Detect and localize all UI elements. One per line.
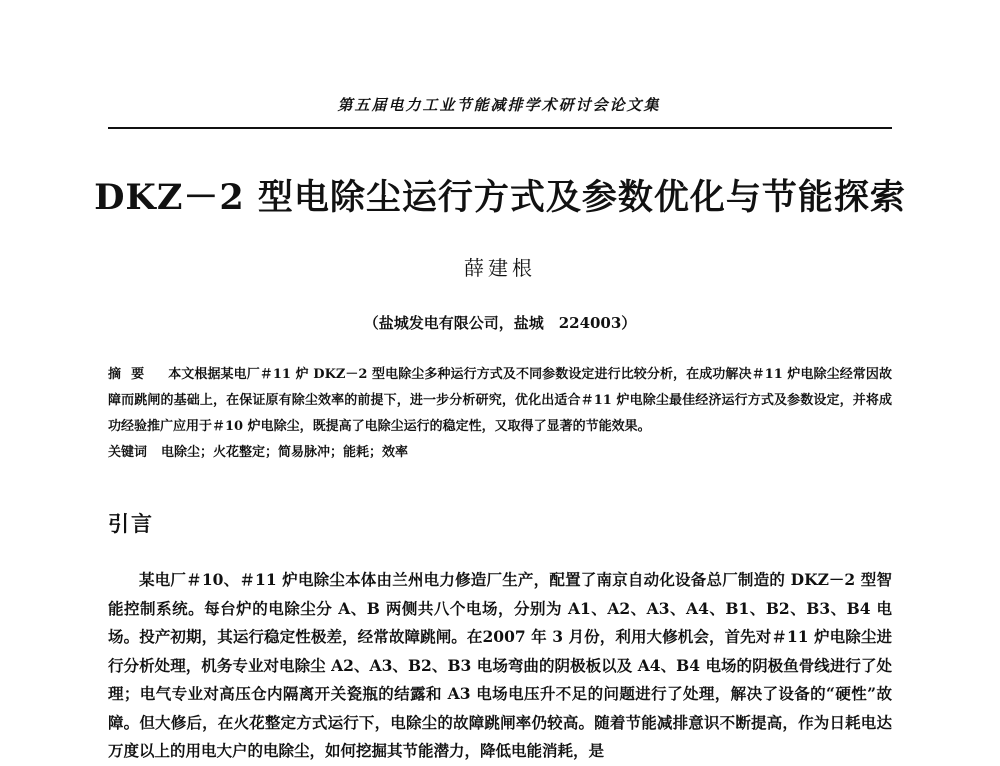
abstract-label: 摘要 [108,367,155,382]
abstract-text: 本文根据某电厂＃11 炉 DKZ－2 型电除尘多种运行方式及不同参数设定进行比较分析，在成功解决＃11 炉电除尘经常因故障而跳闸的基础上，在保证原有除尘效率的前提下，进一步分析研究，优化出适合＃11 炉电除尘最佳经济运行方式及参数设定，并将成功经验推广应用于＃10 炉电除尘，既提高了电除尘运行的稳定性，又取得了显著的节能效果。 [108,367,892,434]
body-text [108,566,892,766]
abstract-paragraph [108,362,892,440]
running-header: 第五届电力工业节能减排学术研讨会论文集 [337,96,661,114]
section-heading: 引言 [108,512,154,536]
abstract-block [108,362,892,466]
author-affiliation: （盐城发电有限公司，盐城 224003） [363,314,637,332]
keywords-text: 电除尘；火花整定；简易脉冲；能耗；效率 [161,445,409,460]
author-name: 薛建根 [464,256,536,280]
intro-paragraph: 某电厂＃10、＃11 炉电除尘本体由兰州电力修造厂生产，配置了南京自动化设备总厂制造的 DKZ－2 型智能控制系统。每台炉的电除尘分 A、B 两侧共八个电场，分别为 A1、A2、A3、A4、B1、B2、B3、B4 电场。投产初期，其运行稳定性极差，经常故障跳闸。在2007 年 3 月份，利用大修机会，首先对＃11 炉电除尘进行分析处理，机务专业对电除尘 A2、A3、B2、B3 电场弯曲的阴极板以及 A4、B4 电场的阴极鱼骨线进行了处理；电气专业对高压仓内隔离开关瓷瓶的结露和 A3 电场电压升不足的问题进行了处理，解决了设备的“硬性”故障。但大修后，在火花整定方式运行下，电除尘的故障跳闸率仍较高。随着节能减排意识不断提高，作为日耗电达万度以上的用电大户的电除尘，如何挖掘其节能潜力，降低电能消耗，是 [108,570,892,760]
paper-title: DKZ－2 型电除尘运行方式及参数优化与节能探索 [94,177,906,218]
keywords-paragraph [108,440,892,466]
keywords-label: 关键词 [108,445,148,460]
header-rule [108,127,892,129]
